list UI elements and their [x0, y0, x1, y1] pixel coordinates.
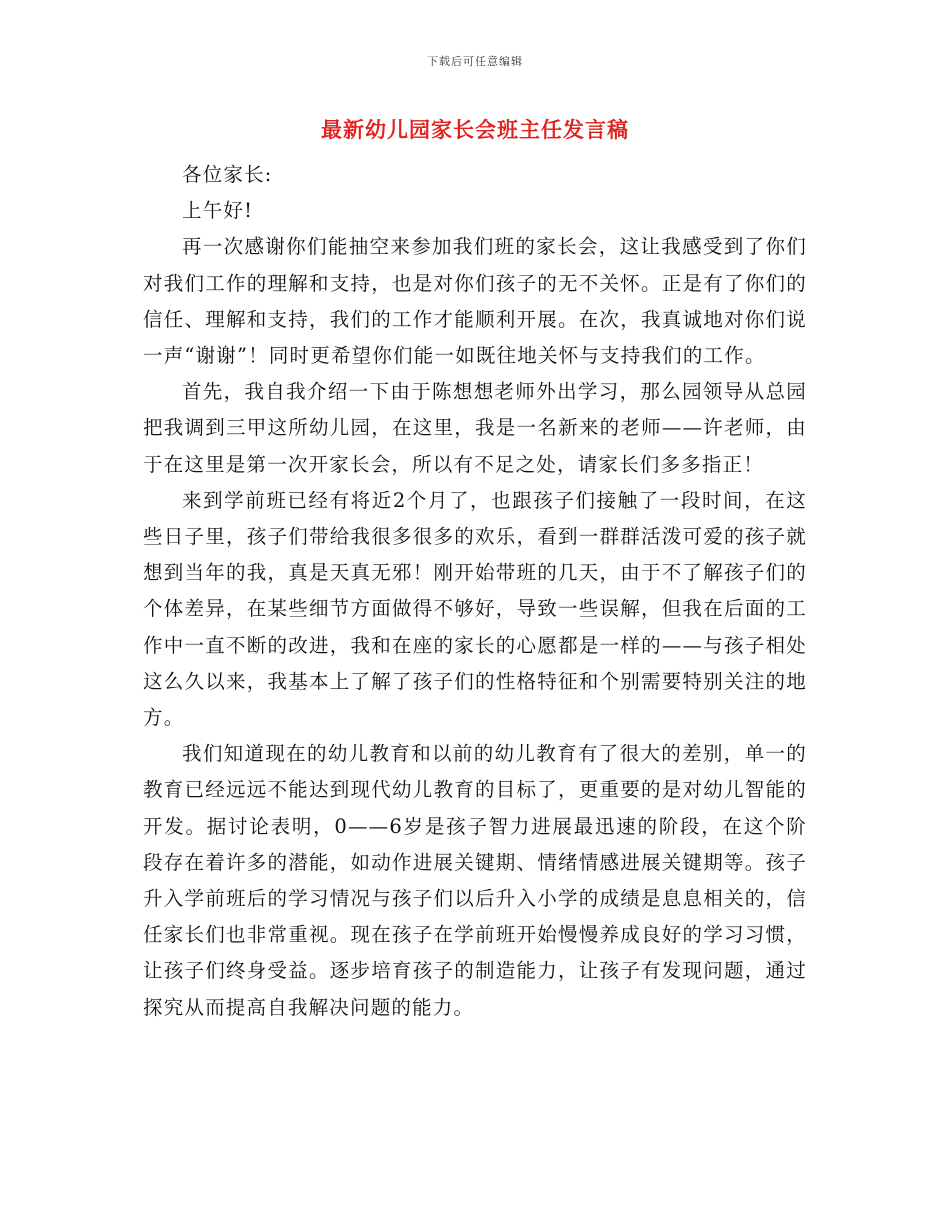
salutation: 各位家长:	[182, 163, 273, 186]
body-paragraph-education: 我们知道现在的幼儿教育和以前的幼儿教育有了很大的差别，单一的教育已经远远不能达到现代幼儿教育的目标了，更重要的是对幼儿智能的开发。据讨论表明，0——6岁是孩子智力进展最迅速的阶段，在这个阶段存在着许多的潜能，如动作进展关键期、情绪情感进展关键期等。孩子升入学前班后的学习情况与孩子们以后升入小学的成绩是息息相关的，信任家长们也非常重视。现在孩子在学前班开始慢慢养成良好的学习习惯，让孩子们终身受益。逐步培育孩子的制造能力，让孩子有发现问题，通过探究从而提高自我解决问题的能力。	[143, 742, 807, 1019]
body-paragraph-experience: 来到学前班已经有将近2个月了，也跟孩子们接触了一段时间，在这些日子里，孩子们带给我很多很多的欢乐，看到一群群活泼可爱的孩子就想到当年的我，真是天真无邪！刚开始带班的几天，由于不了解孩子们的个体差异，在某些细节方面做得不够好，导致一些误解，但我在后面的工作中一直不断的改进，我和在座的家长的心愿都是一样的——与孩子相处这么久以来，我基本上了解了孩子们的性格特征和个别需要特别关注的地方。	[143, 488, 807, 730]
body-paragraph-thanks: 再一次感谢你们能抽空来参加我们班的家长会，这让我感受到了你们对我们工作的理解和支持，也是对你们孩子的无不关怀。正是有了你们的信任、理解和支持，我们的工作才能顺利开展。在次，我真诚地对你们说一声“谢谢”！同时更希望你们能一如既往地关怀与支持我们的工作。	[143, 235, 807, 368]
document-title: 最新幼儿园家长会班主任发言稿	[321, 117, 629, 142]
body-paragraph-introduction: 首先，我自我介绍一下由于陈想想老师外出学习，那么园领导从总园把我调到三甲这所幼儿园，在这里，我是一名新来的老师——许老师，由于在这里是第一次开家长会，所以有不足之处，请家长们多多指正！	[143, 380, 807, 476]
page-header-note: 下载后可任意编辑	[427, 55, 523, 68]
document-body	[143, 157, 807, 1026]
greeting: 上午好!	[182, 199, 254, 223]
